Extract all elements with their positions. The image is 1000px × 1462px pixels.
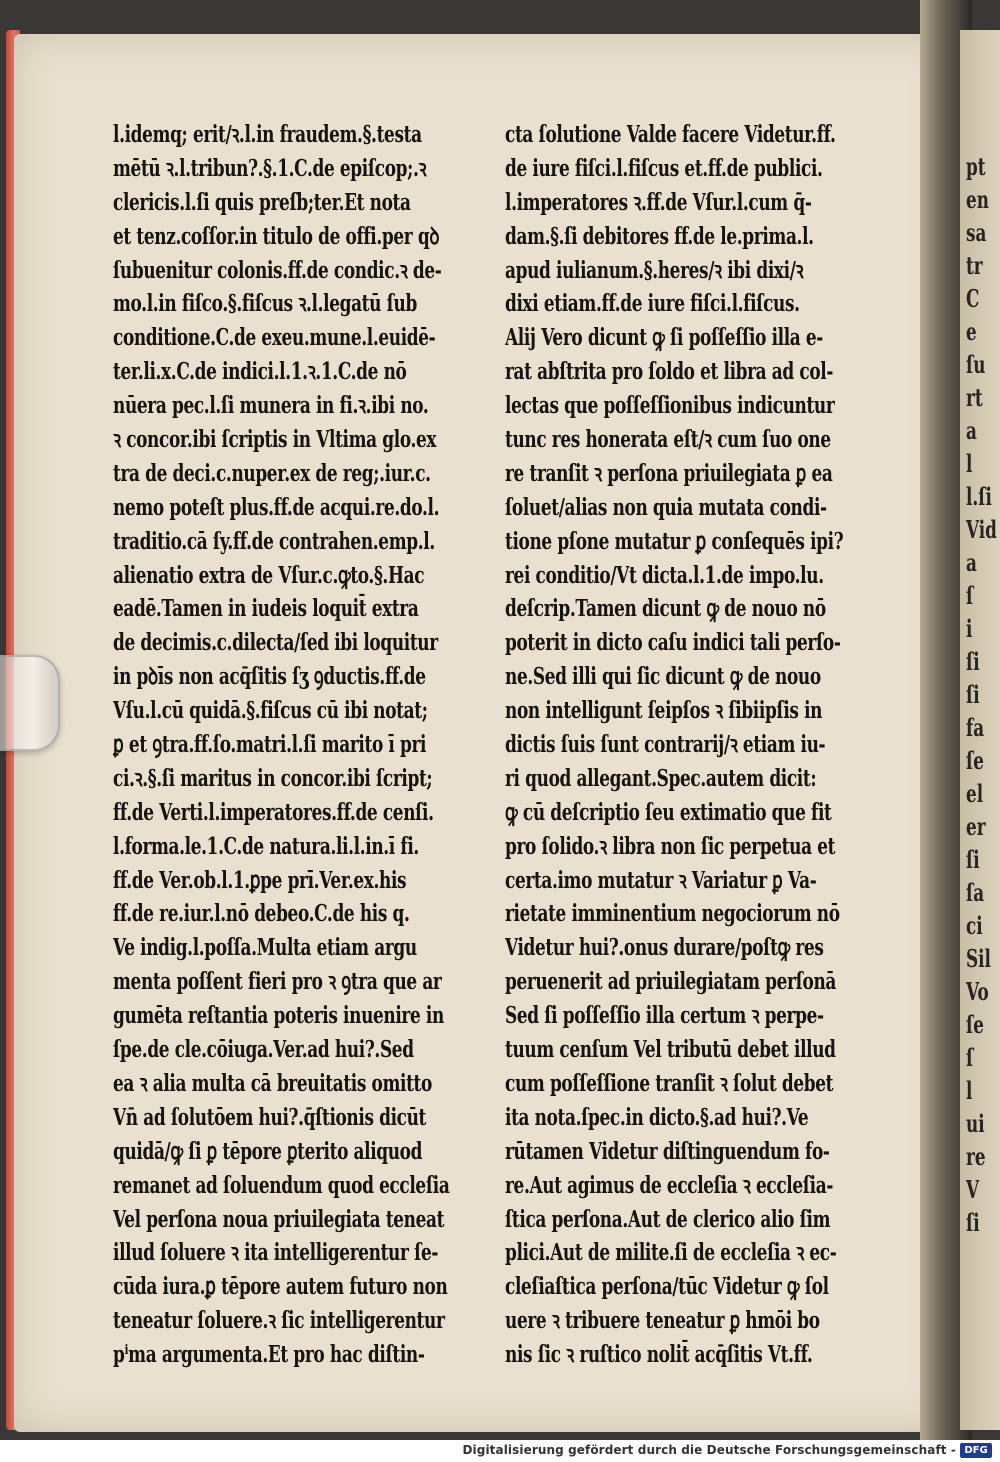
text-line: dictis ſuis ſunt contrarij/ꝛ etiam iu- bbox=[505, 730, 826, 759]
text-line: re.Aut agimus de eccleſia ꝛ eccleſia- bbox=[505, 1170, 834, 1199]
text-line: ea ꝛ alia multa cā breuitatis omitto bbox=[113, 1068, 432, 1097]
text-line: eadē.Tamen in iudeis loquit̄ extra bbox=[113, 594, 419, 623]
text-line: uere ꝛ tribuere teneatur ꝑ hmōi bo bbox=[505, 1306, 820, 1335]
text-line: quidā/ꝙ ſi ꝑ tēpore ꝑterito aliquod bbox=[113, 1136, 423, 1165]
text-line: de iure fiſci.l.fiſcus et.ff.de publici. bbox=[505, 153, 823, 182]
next-page-line: Vo bbox=[966, 977, 989, 1006]
next-page-line: ui bbox=[966, 1109, 985, 1138]
text-line: tra de deci.c.nuper.ex de reg;.iur.c. bbox=[113, 458, 431, 487]
next-page-line: ci bbox=[966, 911, 983, 940]
next-page-line: l bbox=[966, 449, 973, 478]
text-line: certa.imo mutatur ꝛ Variatur ꝑ Va- bbox=[505, 865, 817, 894]
next-page-line: ſa bbox=[966, 878, 985, 907]
text-line: re tranſit ꝛ perſona priuilegiata ꝑ ea bbox=[505, 458, 833, 487]
text-line: pro ſolido.ꝛ libra non ſic perpetua et bbox=[505, 831, 836, 860]
text-line: Vſu.l.cū quidā.§.fiſcus cū ibi notat; bbox=[113, 696, 428, 725]
next-page-line: i bbox=[966, 614, 973, 643]
text-line: Vel perſona noua priuilegiata teneat bbox=[113, 1204, 445, 1233]
text-line: tione pſone mutatur ꝑ conſequēs ipi? bbox=[505, 526, 844, 555]
text-line: dixi etiam.ff.de iure fiſci.l.fiſcus. bbox=[505, 289, 800, 318]
text-line: remanet ad ſoluendum quod eccleſia bbox=[113, 1170, 450, 1199]
text-line: traditio.cā ſy.ff.de contrahen.emp.l. bbox=[113, 526, 435, 555]
text-line: ne.Sed illi qui ſic dicunt ꝙ de nouo bbox=[505, 662, 821, 691]
next-page-line: en bbox=[966, 185, 989, 214]
text-line: menta poſſent fieri pro ꝛ ꝯtra que ar bbox=[113, 967, 442, 996]
funding-notice: Digitalisierung gefördert durch die Deutsche Forschungsgemeinschaft - bbox=[462, 1443, 956, 1457]
text-line: rat abſtrita pro ſoldo et libra ad col- bbox=[505, 357, 834, 386]
text-line: ff.de Verti.l.imperatores.ff.de cenſi. bbox=[113, 797, 434, 826]
text-line: plici.Aut de milite.ſi de eccleſia ꝛ ec- bbox=[505, 1238, 837, 1267]
text-line: clericis.l.ſi quis preſb;ter.Et nota bbox=[113, 187, 411, 216]
text-line: et tenz.coſſor.in titulo de offi.per qꝺ bbox=[113, 221, 440, 250]
next-page-line: ſe bbox=[966, 1010, 984, 1039]
text-line: cum poſſeſſione tranſit ꝛ ſolut debet bbox=[505, 1068, 834, 1097]
text-line: in pꝺīs non acq̄ſitis ſʒ ꝯductis.ff.de bbox=[113, 662, 426, 691]
next-page-line: rt bbox=[966, 383, 983, 412]
next-page-line: ſi bbox=[966, 1208, 980, 1237]
text-line: peruenerit ad priuilegiatam perſonā bbox=[505, 967, 837, 996]
text-line: ff.de re.iur.l.nō debeo.C.de his q. bbox=[113, 899, 410, 928]
text-line: mo.l.in fiſco.§.fiſcus ꝛ.l.legatū ſub bbox=[113, 289, 417, 318]
text-line: ꝙ cū deſcriptio ſeu extimatio que fit bbox=[505, 797, 832, 826]
text-line: cūda iura.ꝑ tēpore autem futuro non bbox=[113, 1272, 448, 1301]
text-line: lectas que poſſeſſionibus indicuntur bbox=[505, 391, 835, 420]
next-page-line: a bbox=[966, 416, 977, 445]
text-line: nis ſic ꝛ ruſtico nolit̄ acq̄ſitis Vt.ff. bbox=[505, 1340, 813, 1369]
next-page-line: tr bbox=[966, 251, 983, 280]
text-line: ita nota.ſpec.in dicto.§.ad hui?.Ve bbox=[505, 1102, 809, 1131]
text-line: mētū ꝛ.l.tribun?.§.1.C.de epiſcop;.ꝛ bbox=[113, 153, 427, 182]
next-page-line: l.ſi bbox=[966, 482, 992, 511]
next-page-line: ſ bbox=[966, 581, 974, 610]
text-line: deſcrip.Tamen dicunt ꝙ de nouo nō bbox=[505, 594, 826, 623]
text-line: ſtica perſona.Aut de clerico alio ſim bbox=[505, 1204, 831, 1233]
text-line: ſpe.de cle.cōiuga.Ver.ad hui?.Sed bbox=[113, 1035, 414, 1064]
text-line: tunc res honerata eſt/ꝛ cum ſuo one bbox=[505, 425, 831, 454]
next-page-line: ſi bbox=[966, 647, 980, 676]
text-line: ri quod allegant.Spec.autem dicit: bbox=[505, 763, 817, 792]
text-line: rūtamen Videtur diſtinguendum fo- bbox=[505, 1136, 830, 1165]
text-line: de decimis.c.dilecta/ſed ibi loquitur bbox=[113, 628, 438, 657]
left-text-column bbox=[113, 118, 493, 1372]
text-line: rietate imminentium negociorum nō bbox=[505, 899, 840, 928]
next-page-line: C bbox=[966, 284, 980, 313]
text-line: Sed ſi poſſeſſio illa certum ꝛ perpe- bbox=[505, 1001, 824, 1030]
text-line: poterit in dicto caſu indici tali perſo- bbox=[505, 628, 841, 657]
text-line: illud ſoluere ꝛ ita intelligerentur ſe- bbox=[113, 1238, 439, 1267]
next-page-line: V bbox=[966, 1175, 980, 1204]
dfg-logo-icon: DFG bbox=[960, 1443, 992, 1458]
next-page-line: fa bbox=[966, 713, 985, 742]
text-line: l.forma.le.1.C.de natura.li.l.in.ī fi. bbox=[113, 831, 419, 860]
next-page-text-fragment bbox=[966, 150, 1000, 1239]
text-line: ſoluet/alias non quia mutata condi- bbox=[505, 492, 827, 521]
text-line: Videtur hui?.onus durare/poſtꝙ res bbox=[505, 933, 824, 962]
text-line: l.imperatores ꝛ.ff.de Vſur.l.cum q̄- bbox=[505, 187, 812, 216]
text-line: gumēta reſtantia poteris inuenire in bbox=[113, 1001, 444, 1030]
next-page-line: ſe bbox=[966, 746, 984, 775]
next-page-line: ſi bbox=[966, 845, 980, 874]
next-page-line: ſ bbox=[966, 1043, 974, 1072]
next-page-line: sa bbox=[966, 218, 987, 247]
text-line: alienatio extra de Vſur.c.ꝙto.§.Hac bbox=[113, 560, 425, 589]
text-line: Ve indig.l.poſſa.Multa etiam argu bbox=[113, 933, 417, 962]
next-page-line: re bbox=[966, 1142, 986, 1171]
right-text-column bbox=[505, 118, 890, 1372]
text-line: cta ſolutione Valde facere Videtur.ff. bbox=[505, 120, 836, 148]
text-line: ci.ꝛ.§.ſi maritus in concor.ibi ſcript; bbox=[113, 763, 433, 792]
next-page-line: ſi bbox=[966, 680, 980, 709]
text-line: pⁱma argumenta.Et pro hac diſtin- bbox=[113, 1340, 425, 1369]
text-line: non intelligunt ſeipſos ꝛ ſibiipſis in bbox=[505, 696, 823, 725]
text-line: l.idemq; erit/ꝛ.l.in fraudem.§.testa bbox=[113, 120, 422, 148]
footer-bar bbox=[0, 1440, 1000, 1462]
next-page-line: pt bbox=[966, 152, 986, 181]
text-line: Alij Vero dicunt ꝙ ſi poſſeſſio illa e- bbox=[505, 323, 823, 352]
text-line: cleſiaſtica perſona/tūc Videtur ꝙ ſol bbox=[505, 1272, 829, 1301]
text-line: teneatur ſoluere.ꝛ ſic intelligerentur bbox=[113, 1306, 445, 1335]
next-page-line: ſu bbox=[966, 350, 986, 379]
next-page-line: l bbox=[966, 1076, 973, 1105]
next-page-line: e bbox=[966, 317, 977, 346]
text-line: apud iulianum.§.heres/ꝛ ibi dixi/ꝛ bbox=[505, 255, 804, 284]
text-line: rei conditio/Vt dicta.l.1.de impo.lu. bbox=[505, 560, 824, 589]
text-line: dam.§.ſi debitores ff.de le.prima.l. bbox=[505, 221, 814, 250]
next-page-edge bbox=[960, 30, 1000, 1430]
next-page-line: Sil bbox=[966, 944, 991, 973]
next-page-line: el bbox=[966, 779, 984, 808]
clip-holder bbox=[0, 655, 60, 751]
text-line: ꝛ concor.ibi ſcriptis in Vltima glo.ex bbox=[113, 425, 437, 454]
next-page-line: er bbox=[966, 812, 986, 841]
text-line: Vn̄ ad ſolutōem hui?.q̄ſtionis dicūt bbox=[113, 1102, 427, 1131]
text-line: nemo poteſt plus.ff.de acqui.re.do.l. bbox=[113, 492, 440, 521]
text-line: ff.de Ver.ob.l.1.ꝑpe prī.Ver.ex.his bbox=[113, 865, 407, 894]
text-line: conditione.C.de exeu.mune.l.euidē- bbox=[113, 323, 436, 352]
next-page-line: a bbox=[966, 548, 977, 577]
text-line: ꝑ et ꝯtra.ff.ſo.matri.l.ſi marito ī pri bbox=[113, 730, 427, 759]
text-line: tuum cenſum Vel tributū debet illud bbox=[505, 1035, 836, 1064]
text-line: ſubuenitur colonis.ff.de condic.ꝛ de- bbox=[113, 255, 442, 284]
text-line: nūera pec.l.ſi munera in fi.ꝛ.ibi no. bbox=[113, 391, 429, 420]
text-line: ter.li.x.C.de indici.l.1.ꝛ.1.C.de nō bbox=[113, 357, 407, 386]
next-page-line: Vid bbox=[966, 515, 997, 544]
